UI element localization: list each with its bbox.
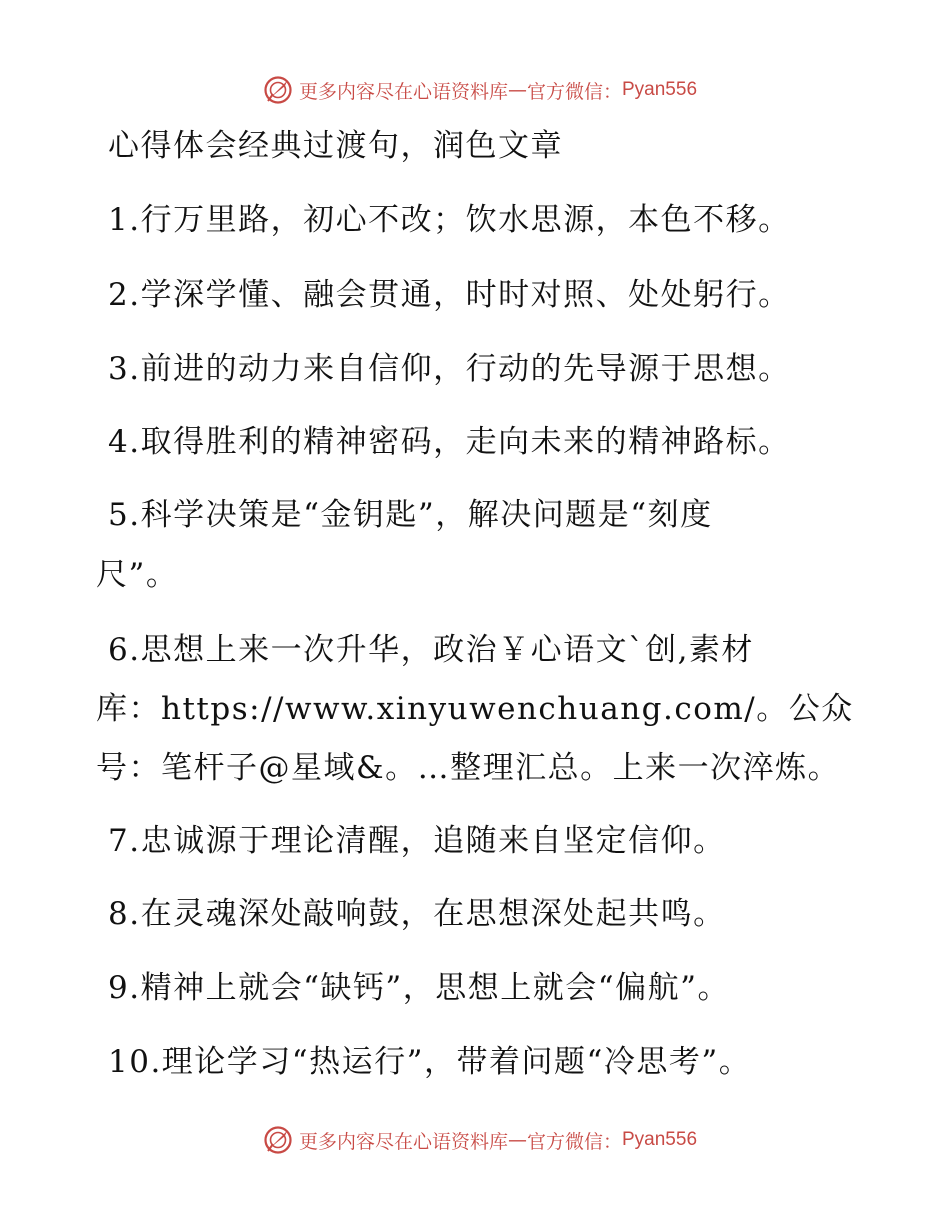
text-line: 7.忠诚源于理论清醒，追随来自坚定信仰。	[108, 823, 726, 859]
text-line: 8.在灵魂深处敲响鼓，在思想深处起共鸣。	[108, 896, 726, 932]
text-line: 5.科学决策是“金钥匙”，解决问题是“刻度	[108, 497, 713, 533]
watermark-main-text: 更多内容尽在心语资料库	[298, 1130, 508, 1153]
watermark-sub-text: 官方微信：	[526, 80, 622, 103]
text-line: 3.前进的动力来自信仰，行动的先导源于思想。	[108, 351, 791, 387]
watermark-account: Pyan556	[622, 1129, 698, 1150]
text-line: 4.取得胜利的精神密码，走向未来的精神路标。	[108, 424, 791, 460]
watermark-dash: —	[507, 79, 527, 101]
watermark-main-text: 更多内容尽在心语资料库	[298, 80, 508, 103]
logo-icon	[263, 1125, 293, 1155]
text-line: 10.理论学习“热运行”，带着问题“冷思考”。	[108, 1044, 752, 1080]
watermark-header	[0, 70, 950, 110]
document-title: 心得体会经典过渡句，润色文章	[108, 128, 563, 164]
watermark-dash: —	[507, 1129, 527, 1151]
text-line: 尺”。	[96, 557, 179, 593]
text-line: 1.行万里路，初心不改；饮水思源，本色不移。	[108, 202, 791, 238]
logo-icon	[263, 75, 293, 105]
text-line: 2.学深学懂、融会贯通，时时对照、处处躬行。	[108, 277, 791, 313]
watermark-account: Pyan556	[622, 79, 698, 100]
watermark-footer	[0, 1120, 950, 1160]
text-line: 6.思想上来一次升华，政治￥心语文`创,素材	[108, 632, 754, 668]
watermark-sub-text: 官方微信：	[526, 1130, 622, 1153]
text-line: 库：https://www.xinyuwenchuang.com/。公众	[96, 691, 854, 727]
text-line: 号：笔杆子@星域&。…整理汇总。上来一次淬炼。	[96, 750, 841, 786]
text-line: 9.精神上就会“缺钙”，思想上就会“偏航”。	[108, 970, 730, 1006]
